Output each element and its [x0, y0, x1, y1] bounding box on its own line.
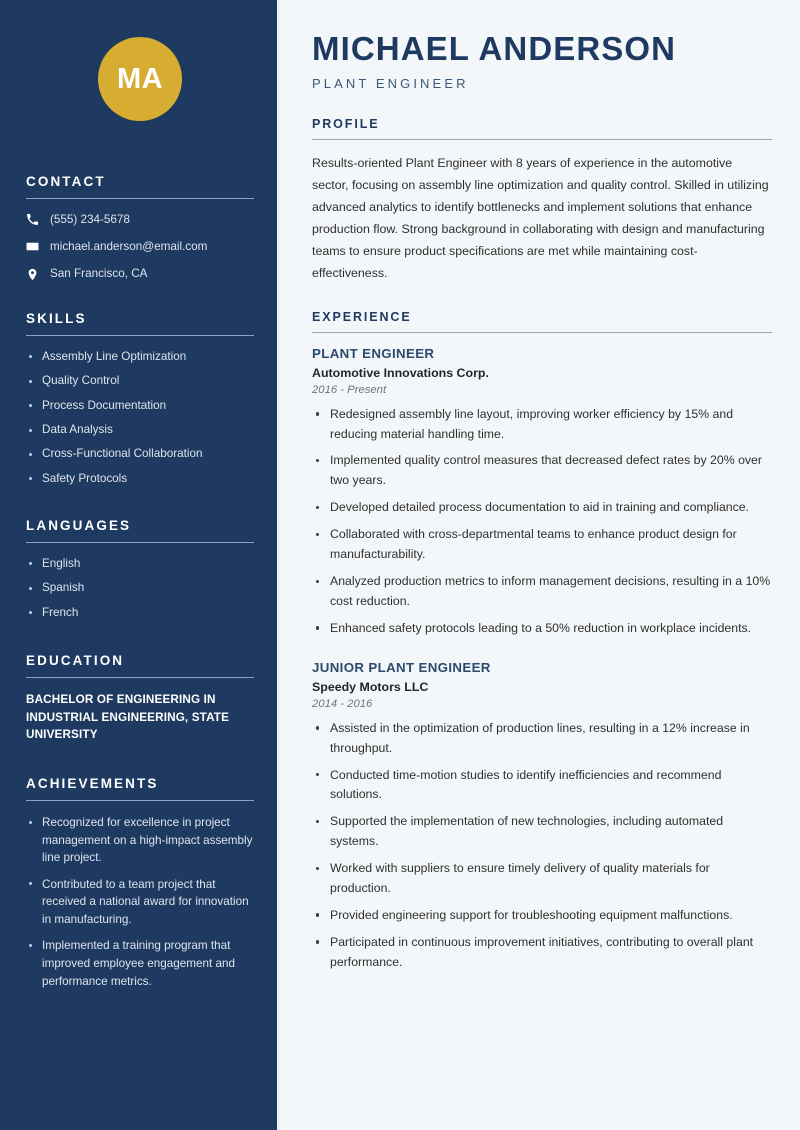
job-title-subtitle: PLANT ENGINEER: [312, 75, 469, 91]
contact-item-phone[interactable]: [26, 212, 254, 227]
list-item: Implemented quality control measures that decreased defect rates by 20% over two years.: [312, 451, 772, 491]
skills-section: [0, 311, 280, 488]
list-item: Provided engineering support for troubleshooting equipment malfunctions.: [312, 906, 772, 926]
avatar: MA: [98, 37, 182, 121]
education-degree: BACHELOR OF ENGINEERING IN INDUSTRIAL ENGINEERING, STATE UNIVERSITY: [26, 692, 230, 742]
list-item: French: [26, 605, 254, 622]
list-item: Contributed to a team project that received a national award for innovation in manufacturing.: [26, 876, 254, 929]
experience-job-title: JUNIOR PLANT ENGINEER: [312, 659, 491, 675]
list-item: Collaborated with cross-departmental teams to enhance product design for manufacturability.: [312, 525, 772, 565]
education-heading: EDUCATION: [26, 652, 125, 668]
contact-list: [26, 212, 254, 282]
page-title: MICHAEL ANDERSON: [312, 30, 677, 67]
experience-heading: EXPERIENCE: [312, 309, 412, 324]
profile-heading: PROFILE: [312, 116, 380, 131]
achievements-divider: [26, 800, 254, 801]
profile-divider: [312, 139, 772, 140]
contact-heading: CONTACT: [26, 174, 106, 189]
list-item: Implemented a training program that improved employee engagement and performance metrics.: [26, 937, 254, 990]
list-item: Redesigned assembly line layout, improving worker efficiency by 15% and reducing material handling time.: [312, 405, 772, 445]
phone-icon: [26, 213, 39, 226]
main-content: [280, 0, 800, 1130]
education-divider: [26, 677, 254, 678]
list-item: Enhanced safety protocols leading to a 50% reduction in workplace incidents.: [312, 619, 772, 639]
experience-section: [312, 310, 772, 973]
profile-text: Results-oriented Plant Engineer with 8 years of experience in the automotive sector, focusing on assembly line optimization and quality control. Skilled in utilizing advanced analytics to identify bottlenecks and implement solutions that enhance production flow. Strong background in collaborating with design and manufacturing teams to ensure product specifications are met while maintaining cost-effectiveness.: [312, 155, 769, 280]
experience-bullet-list: [312, 405, 772, 639]
sidebar: [0, 0, 280, 1130]
experience-dates: 2014 - 2016: [312, 697, 373, 710]
list-item: Data Analysis: [26, 422, 254, 439]
contact-email-value: michael.anderson@email.com: [50, 240, 208, 254]
education-section: [0, 653, 280, 744]
skills-divider: [26, 335, 254, 336]
languages-divider: [26, 542, 254, 543]
list-item: Assembly Line Optimization: [26, 349, 254, 366]
skills-heading: SKILLS: [26, 310, 87, 326]
languages-heading: LANGUAGES: [26, 517, 132, 533]
contact-divider: [26, 198, 254, 199]
contact-section: [0, 174, 280, 282]
list-item: Participated in continuous improvement initiatives, contributing to overall plant performance.: [312, 933, 772, 973]
contact-location-value: San Francisco, CA: [50, 267, 148, 281]
list-item: Spanish: [26, 580, 254, 597]
experience-dates: 2016 - Present: [312, 383, 387, 396]
contact-item-email[interactable]: [26, 239, 254, 254]
list-item: English: [26, 556, 254, 573]
experience-company: Automotive Innovations Corp.: [312, 365, 489, 380]
experience-entry: [312, 660, 772, 973]
list-item: Recognized for excellence in project management on a high-impact assembly line project.: [26, 814, 254, 867]
achievements-list: [26, 814, 254, 990]
list-item: Process Documentation: [26, 398, 254, 415]
achievements-section: [0, 776, 280, 990]
envelope-icon: [26, 240, 39, 253]
languages-list: [26, 556, 254, 622]
achievements-heading: ACHIEVEMENTS: [26, 776, 159, 792]
list-item: Supported the implementation of new technologies, including automated systems.: [312, 812, 772, 852]
contact-phone-value: (555) 234-5678: [50, 213, 130, 226]
experience-entry: [312, 346, 772, 639]
list-item: Conducted time-motion studies to identify inefficiencies and recommend solutions.: [312, 766, 772, 806]
skills-list: [26, 349, 254, 488]
languages-section: [0, 518, 280, 622]
list-item: Developed detailed process documentation to aid in training and compliance.: [312, 498, 772, 518]
list-item: Analyzed production metrics to inform management decisions, resulting in a 10% cost reduction.: [312, 572, 772, 612]
experience-company: Speedy Motors LLC: [312, 679, 429, 694]
experience-bullet-list: [312, 719, 772, 973]
profile-section: [312, 117, 772, 285]
list-item: Worked with suppliers to ensure timely delivery of quality materials for production.: [312, 859, 772, 899]
avatar-container: [0, 0, 280, 121]
contact-item-location[interactable]: [26, 266, 254, 281]
experience-divider: [312, 332, 772, 333]
list-item: Safety Protocols: [26, 471, 254, 488]
list-item: Cross-Functional Collaboration: [26, 446, 254, 463]
list-item: Assisted in the optimization of production lines, resulting in a 12% increase in throughput.: [312, 719, 772, 759]
map-pin-icon: [26, 268, 39, 281]
list-item: Quality Control: [26, 373, 254, 390]
experience-job-title: PLANT ENGINEER: [312, 345, 435, 361]
